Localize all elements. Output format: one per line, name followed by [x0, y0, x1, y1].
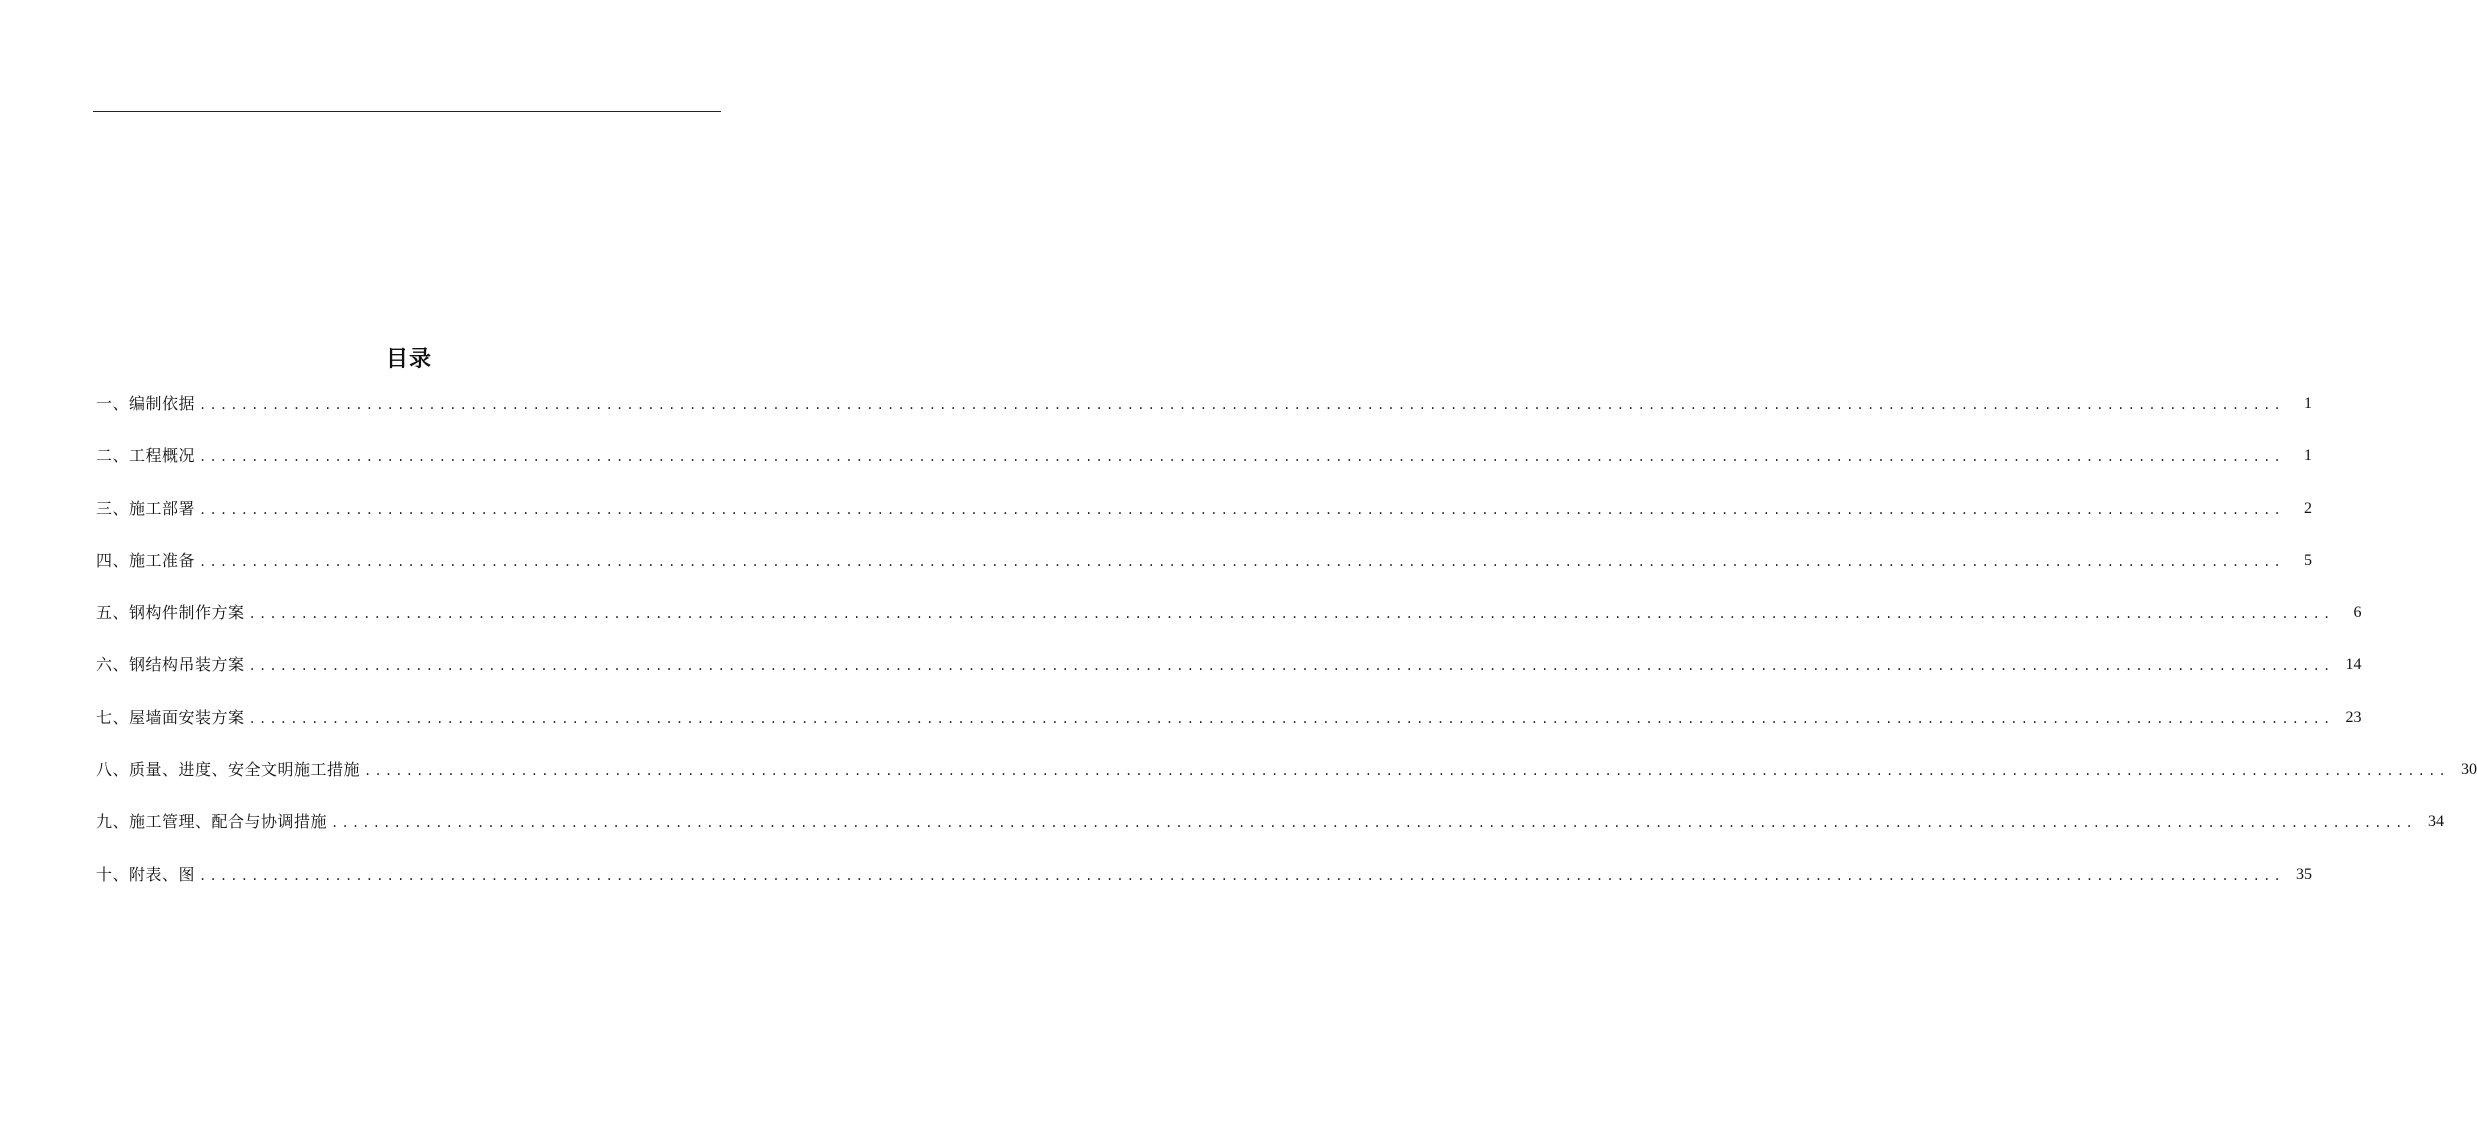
toc-entry-page: 30: [2460, 761, 2477, 779]
toc-dot-leader: ........................................................................................................................................................................................................: [199, 868, 2284, 883]
toc-entry-label: 六、钢结构吊装方案: [96, 655, 245, 675]
toc-dot-leader: ........................................................................................................................................................................................................: [364, 764, 2449, 779]
toc-entry[interactable]: [96, 810, 2444, 862]
toc-entry[interactable]: [96, 758, 2477, 810]
toc-entry[interactable]: [96, 601, 2362, 653]
toc-dot-leader: ........................................................................................................................................................................................................: [199, 450, 2284, 465]
toc-entry-page: 1: [2303, 395, 2312, 412]
toc-entry-page: 23: [2345, 708, 2362, 726]
toc-entry[interactable]: [96, 863, 2312, 915]
header-rule: [93, 111, 721, 112]
toc-entry-page: 6: [2353, 604, 2362, 622]
toc-entry-label: 二、工程概况: [96, 446, 196, 466]
toc-list: [96, 392, 2477, 915]
toc-title: 目录: [385, 347, 432, 372]
toc-entry[interactable]: [96, 444, 2312, 496]
toc-dot-leader: ........................................................................................................................................................................................................: [248, 607, 2334, 622]
toc-entry-label: 四、施工准备: [96, 550, 196, 570]
toc-entry-label: 五、钢构件制作方案: [96, 603, 245, 623]
toc-entry[interactable]: [96, 392, 2312, 444]
toc-entry-page: 5: [2303, 551, 2312, 569]
toc-dot-leader: ........................................................................................................................................................................................................: [248, 659, 2334, 674]
toc-dot-leader: ........................................................................................................................................................................................................: [199, 398, 2284, 412]
toc-entry[interactable]: [96, 706, 2362, 758]
toc-entry-label: 七、屋墙面安装方案: [96, 707, 245, 727]
toc-dot-leader: ........................................................................................................................................................................................................: [331, 816, 2416, 831]
toc-dot-leader: ........................................................................................................................................................................................................: [199, 502, 2284, 517]
toc-entry[interactable]: [96, 653, 2362, 705]
toc-entry-page: 1: [2303, 447, 2312, 465]
toc-entry[interactable]: [96, 549, 2312, 601]
toc-entry-label: 九、施工管理、配合与协调措施: [96, 812, 328, 832]
toc-entry-page: 34: [2427, 813, 2444, 831]
toc-entry-page: 2: [2303, 499, 2312, 517]
toc-entry-label: 一、编制依据: [96, 394, 196, 413]
toc-entry-page: 14: [2345, 656, 2362, 674]
toc-entry-label: 十、附表、图: [96, 864, 196, 884]
toc-entry-label: 八、质量、进度、安全文明施工措施: [96, 760, 361, 780]
toc-entry-page: 35: [2295, 865, 2312, 883]
toc-dot-leader: ........................................................................................................................................................................................................: [199, 554, 2284, 569]
toc-entry[interactable]: [96, 497, 2312, 549]
toc-entry-label: 三、施工部署: [96, 498, 196, 518]
toc-dot-leader: ........................................................................................................................................................................................................: [248, 711, 2334, 726]
